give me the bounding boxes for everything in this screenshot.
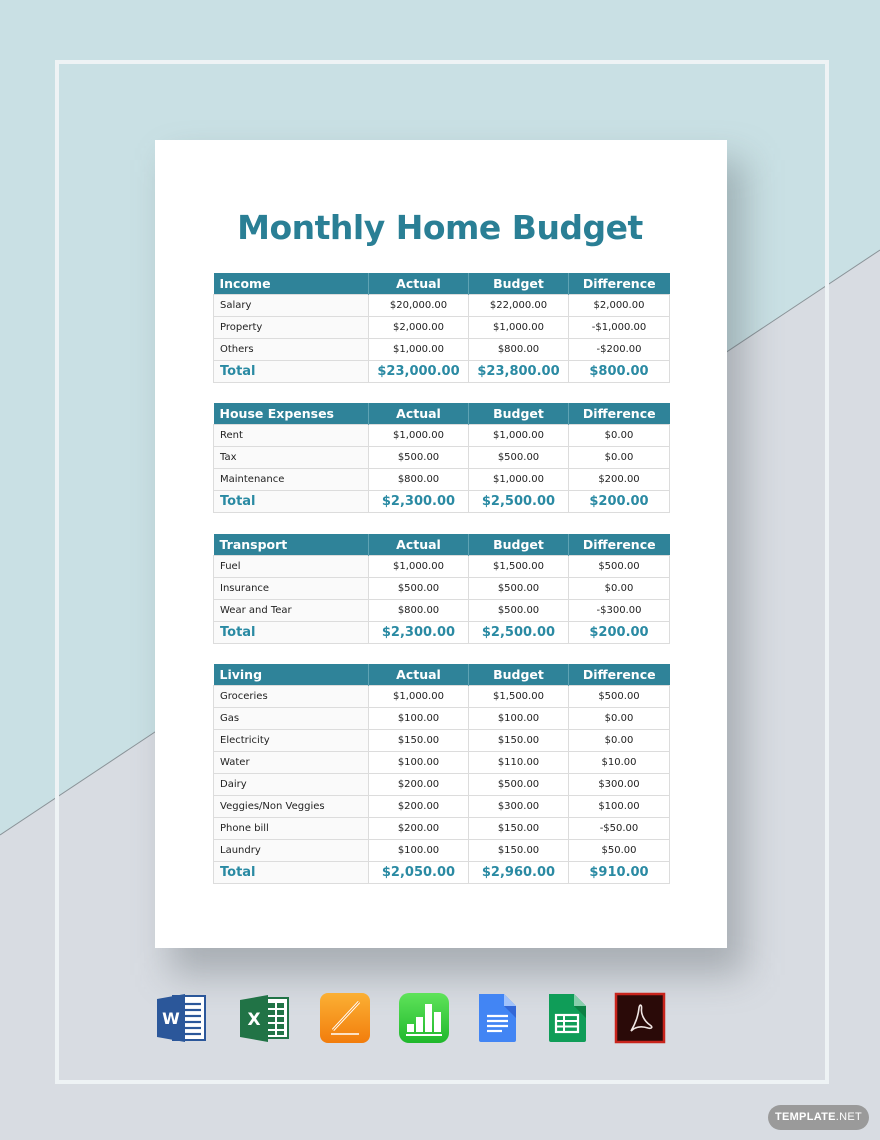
svg-text:X: X [247,1010,261,1030]
row-label: Tax [214,447,369,469]
column-header-actual: Actual [369,664,469,686]
cell-actual: $150.00 [369,730,469,752]
cell-budget: $1,500.00 [469,686,569,708]
column-header-actual: Actual [369,273,469,295]
cell-difference: $300.00 [569,774,670,796]
column-header-difference: Difference [569,534,670,556]
table-row [214,469,670,491]
table-header-row [214,664,670,686]
row-label: Veggies/Non Veggies [214,796,369,818]
watermark-domain: .NET [835,1111,863,1123]
section-heading: Living [214,664,369,686]
cell-budget: $22,000.00 [469,295,569,317]
row-label: Groceries [214,686,369,708]
total-row [214,491,670,513]
column-header-budget: Budget [469,664,569,686]
row-label: Maintenance [214,469,369,491]
cell-difference: $10.00 [569,752,670,774]
cell-difference: $500.00 [569,556,670,578]
cell-budget: $1,000.00 [469,317,569,339]
table-row [214,295,670,317]
row-label: Water [214,752,369,774]
format-icons-row [0,992,880,1044]
row-label: Rent [214,425,369,447]
total-label: Total [214,361,369,383]
column-header-actual: Actual [369,534,469,556]
cell-difference: $50.00 [569,840,670,862]
row-label: Salary [214,295,369,317]
cell-actual: $100.00 [369,708,469,730]
total-budget: $2,500.00 [469,491,569,513]
cell-difference: $200.00 [569,469,670,491]
cell-difference: $0.00 [569,708,670,730]
cell-actual: $20,000.00 [369,295,469,317]
table-header-row [214,534,670,556]
row-label: Others [214,339,369,361]
cell-difference: $0.00 [569,578,670,600]
cell-budget: $500.00 [469,774,569,796]
ms-word-icon[interactable] [155,992,207,1044]
cell-budget: $150.00 [469,840,569,862]
cell-difference: $500.00 [569,686,670,708]
table-row [214,818,670,840]
cell-difference: $100.00 [569,796,670,818]
apple-pages-icon[interactable] [319,992,371,1044]
table-row [214,447,670,469]
adobe-pdf-icon[interactable] [614,992,666,1044]
table-row [214,578,670,600]
cell-difference: $2,000.00 [569,295,670,317]
table-row [214,339,670,361]
watermark-brand: TEMPLATE [774,1111,836,1123]
cell-budget: $1,000.00 [469,469,569,491]
cell-actual: $500.00 [369,578,469,600]
row-label: Dairy [214,774,369,796]
total-row [214,862,670,884]
total-actual: $2,300.00 [369,622,469,644]
cell-budget: $150.00 [469,818,569,840]
cell-budget: $110.00 [469,752,569,774]
column-header-difference: Difference [569,403,670,425]
cell-budget: $1,500.00 [469,556,569,578]
total-difference: $200.00 [569,491,670,513]
section-heading: House Expenses [214,403,369,425]
column-header-budget: Budget [469,403,569,425]
total-budget: $23,800.00 [469,361,569,383]
total-row [214,361,670,383]
cell-actual: $200.00 [369,796,469,818]
row-label: Insurance [214,578,369,600]
cell-difference: -$1,000.00 [569,317,670,339]
cell-budget: $500.00 [469,578,569,600]
cell-difference: $0.00 [569,425,670,447]
cell-actual: $1,000.00 [369,686,469,708]
total-budget: $2,500.00 [469,622,569,644]
total-row [214,622,670,644]
cell-actual: $200.00 [369,818,469,840]
table-row [214,796,670,818]
cell-difference: -$200.00 [569,339,670,361]
total-difference: $910.00 [569,862,670,884]
total-budget: $2,960.00 [469,862,569,884]
cell-actual: $500.00 [369,447,469,469]
house-expenses-table [213,403,670,513]
cell-difference: -$50.00 [569,818,670,840]
apple-numbers-icon[interactable] [398,992,450,1044]
total-label: Total [214,862,369,884]
cell-actual: $100.00 [369,752,469,774]
cell-actual: $1,000.00 [369,556,469,578]
cell-difference: -$300.00 [569,600,670,622]
column-header-actual: Actual [369,403,469,425]
table-row [214,708,670,730]
table-header-row [214,403,670,425]
column-header-difference: Difference [569,664,670,686]
section-heading: Transport [214,534,369,556]
svg-text:W: W [162,1009,180,1028]
cell-budget: $500.00 [469,600,569,622]
living-table [213,664,670,884]
table-row [214,600,670,622]
row-label: Laundry [214,840,369,862]
column-header-budget: Budget [469,534,569,556]
row-label: Gas [214,708,369,730]
ms-excel-icon[interactable] [238,992,290,1044]
cell-actual: $800.00 [369,600,469,622]
cell-actual: $2,000.00 [369,317,469,339]
total-actual: $23,000.00 [369,361,469,383]
cell-budget: $1,000.00 [469,425,569,447]
cell-budget: $100.00 [469,708,569,730]
table-row [214,774,670,796]
cell-budget: $800.00 [469,339,569,361]
total-actual: $2,050.00 [369,862,469,884]
table-header-row [214,273,670,295]
table-row [214,752,670,774]
row-label: Phone bill [214,818,369,840]
cell-actual: $200.00 [369,774,469,796]
total-difference: $800.00 [569,361,670,383]
table-row [214,686,670,708]
document-title: Monthly Home Budget [237,208,643,247]
cell-budget: $150.00 [469,730,569,752]
row-label: Wear and Tear [214,600,369,622]
cell-actual: $1,000.00 [369,339,469,361]
cell-budget: $300.00 [469,796,569,818]
table-row [214,556,670,578]
cell-actual: $800.00 [369,469,469,491]
column-header-budget: Budget [469,273,569,295]
table-row [214,840,670,862]
row-label: Electricity [214,730,369,752]
cell-actual: $1,000.00 [369,425,469,447]
row-label: Fuel [214,556,369,578]
column-header-difference: Difference [569,273,670,295]
table-row [214,730,670,752]
cell-difference: $0.00 [569,730,670,752]
total-actual: $2,300.00 [369,491,469,513]
total-label: Total [214,622,369,644]
cell-budget: $500.00 [469,447,569,469]
google-docs-icon[interactable] [472,992,524,1044]
table-row [214,425,670,447]
cell-difference: $0.00 [569,447,670,469]
row-label: Property [214,317,369,339]
template-net-watermark [768,1105,869,1130]
section-heading: Income [214,273,369,295]
total-label: Total [214,491,369,513]
transport-table [213,534,670,644]
total-difference: $200.00 [569,622,670,644]
cell-actual: $100.00 [369,840,469,862]
google-sheets-icon[interactable] [542,992,594,1044]
table-row [214,317,670,339]
income-table [213,273,670,383]
